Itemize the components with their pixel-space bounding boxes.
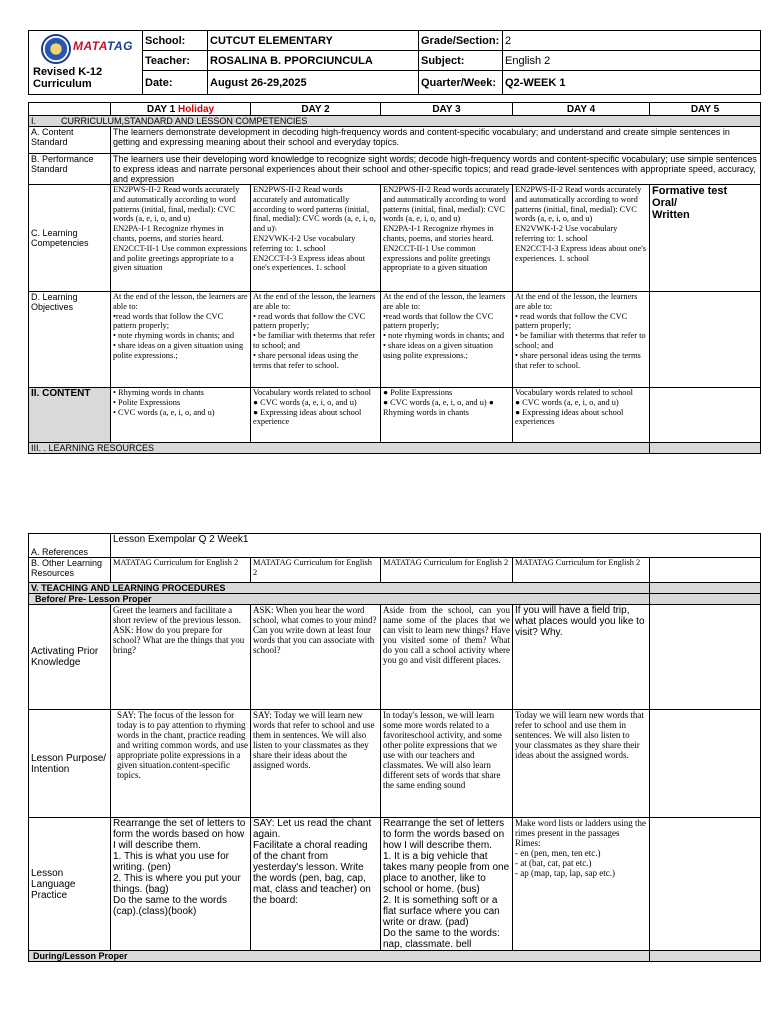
competencies-day4: EN2PWS-II-2 Read words accurately and automatically according to word patterns (initial, final, medial): CVC words (a, e, i, o, and u) EN2VWK-I-2 Use vocabulary referring to: 1. school EN2CCT-I-3 Express ideas about one's experiences. 1. school bbox=[513, 185, 650, 292]
during-lesson-label: During/Lesson Proper bbox=[29, 951, 650, 962]
before-lesson-label: Before/ Pre- Lesson Proper bbox=[29, 594, 650, 605]
performance-standard-label: B. Performance Standard bbox=[29, 154, 111, 185]
grade-value: 2 bbox=[503, 31, 761, 51]
language-practice-day1: Rearrange the set of letters to form the words based on how I will describe them. 1. This is what you use for writing. (pen) 2. This is where you put your things. (bag) Do the same to the words (cap).(class)(book) bbox=[111, 818, 251, 951]
quarter-value: Q2-WEEK 1 bbox=[503, 71, 761, 95]
prior-knowledge-day2: ASK: When you hear the word school, what comes to your mind? Can you write down at least four words that you can associate with school? bbox=[251, 605, 381, 710]
other-resources-day4: MATATAG Curriculum for English 2 bbox=[513, 558, 650, 583]
objectives-day4: At the end of the lesson, the learners are able to: • read words that follow the CVC pattern properly; • be familiar with theterms that refer to school; and • share personal ideas using the terms that refer to school. bbox=[513, 292, 650, 388]
other-resources-day5 bbox=[650, 558, 761, 583]
day5-header: DAY 5 bbox=[650, 103, 761, 116]
content-standard-text: The learners demonstrate development in decoding high-frequency words and content-specific vocabulary; and understand and create simple sentences in getting and expressing meaning about their school and everyday topics. bbox=[111, 127, 761, 154]
other-resources-day2: MATATAG Curriculum for English 2 bbox=[251, 558, 381, 583]
lesson-purpose-day2: SAY: Today we will learn new words that refer to school and use them in sentences. We will also listen to your classmates as they share their ideas about the assigned words. bbox=[251, 710, 381, 818]
subject-value: English 2 bbox=[503, 51, 761, 71]
procedures-table bbox=[28, 533, 761, 962]
school-value: CUTCUT ELEMENTARY bbox=[208, 31, 419, 51]
before-lesson-empty bbox=[650, 594, 761, 605]
header-table bbox=[28, 30, 761, 95]
logo-cell bbox=[29, 31, 143, 95]
prior-knowledge-day1: Greet the learners and facilitate a short review of the previous lesson. ASK: How do you prepare for school? What are the things that you bring? bbox=[111, 605, 251, 710]
teacher-label: Teacher: bbox=[143, 51, 208, 71]
content-day3: ● Polite Expressions ● CVC words (a, e, i, o, and u) ● Rhyming words in chants bbox=[381, 388, 513, 443]
competencies-day3: EN2PWS-II-2 Read words accurately and automatically according to word patterns (initial, final, medial): CVC words (a, e, i, o, and u) EN2PA-I-1 Recognize rhymes in chants, poems, and stories heard. EN2CCT-II-1 Use common expressions and polite greetings appropriate to a given situation bbox=[381, 185, 513, 292]
learning-resources-label: III. . LEARNING RESOURCES bbox=[29, 443, 650, 454]
corner-cell bbox=[29, 103, 111, 116]
day2-header: DAY 2 bbox=[251, 103, 381, 116]
date-label: Date: bbox=[143, 71, 208, 95]
competencies-day2: EN2PWS-II-2 Read words accurately and automatically according to word patterns (initial, final, medial): CVC words (a, e, i, o, and u)\ EN2VWK-I-2 Use vocabulary referring to: 1. school EN2CCT-I-3 Express ideas about one's experiences. 1. school bbox=[251, 185, 381, 292]
day1-header bbox=[111, 103, 251, 116]
performance-standard-text: The learners use their developing word knowledge to recognize sight words; decode high-frequency words and content-specific vocabulary; use simple sentences to express ideas and narrate personal experiences about their school and other-specific topics; and read grade-level sentences with appropriate speed, accuracy, and expression bbox=[111, 154, 761, 185]
during-lesson-empty bbox=[650, 951, 761, 962]
content-day2: Vocabulary words related to school ● CVC words (a, e, i, o, and u) ● Expressing ideas about school experience bbox=[251, 388, 381, 443]
learning-resources-empty bbox=[650, 443, 761, 454]
prior-knowledge-day4: If you will have a field trip, what places would you like to visit? Why. bbox=[513, 605, 650, 710]
grade-label: Grade/Section: bbox=[419, 31, 503, 51]
content-day4: Vocabulary words related to school ● CVC words (a, e, i, o, and u) ● Expressing ideas about school experiences bbox=[513, 388, 650, 443]
language-practice-day4: Make word lists or ladders using the rimes present in the passages Rimes: - en (pen, men, ten etc.) - at (bat, cat, pat etc.) - ap (map, tap, lap, sap etc.) bbox=[513, 818, 650, 951]
day3-header: DAY 3 bbox=[381, 103, 513, 116]
content-day1: • Rhyming words in chants • Polite Expressions • CVC words (a, e, i, o, and u) bbox=[111, 388, 251, 443]
day1-label: DAY 1 bbox=[146, 103, 178, 115]
prior-knowledge-day5 bbox=[650, 605, 761, 710]
objectives-day5 bbox=[650, 292, 761, 388]
other-resources-day1: MATATAG Curriculum for English 2 bbox=[111, 558, 251, 583]
competencies-day5: Formative test Oral/ Written bbox=[650, 185, 761, 292]
lesson-purpose-label: Lesson Purpose/ Intention bbox=[29, 710, 111, 818]
language-practice-day2: SAY: Let us read the chant again. Facilitate a choral reading of the chant from yesterday's lesson. Write the words (pen, bag, cap, mat, class and teacher) on the board: bbox=[251, 818, 381, 951]
lesson-purpose-day1: SAY: The focus of the lesson for today is to pay attention to rhyming words in the chant, practice reading and writing common words, and use appropriate polite expressions in a given situation.content-specific topics. bbox=[111, 710, 251, 818]
references-label: A. References bbox=[29, 534, 111, 558]
section1-title: I. CURRICULUM,STANDARD AND LESSON COMPETENCIES bbox=[29, 116, 761, 127]
language-practice-day3: Rearrange the set of letters to form the words based on how I will describe them. 1. It is a big vehicle that takes many people from one place to another, like to school or home. (bus) 2. It is something soft or a flat surface where you can write or draw. (pad) Do the same to the words: nap, classmate. bell bbox=[381, 818, 513, 951]
objectives-day3: At the end of the lesson, the learners are able to: •read words that follow the CVC pattern properly; • note rhyming words in chants; and • share ideas on a given situation using polite expressions.; bbox=[381, 292, 513, 388]
procedures-empty bbox=[650, 583, 761, 594]
lesson-purpose-day5 bbox=[650, 710, 761, 818]
lesson-purpose-day3: In today's lesson, we will learn some more words related to a favoriteschool activity, and some other polite expressions that we use with our teachers and classmates. We will also learn different sets of words that share the same ending sound bbox=[381, 710, 513, 818]
lesson-purpose-day4: Today we will learn new words that refer to school and use them in sentences. We will also listen to your classmates as they share their ideas about the assigned words. bbox=[513, 710, 650, 818]
procedures-label: V. TEACHING AND LEARNING PROCEDURES bbox=[29, 583, 650, 594]
curriculum-table bbox=[28, 102, 761, 454]
content-day5 bbox=[650, 388, 761, 443]
language-practice-label: Lesson Language Practice bbox=[29, 818, 111, 951]
subject-label: Subject: bbox=[419, 51, 503, 71]
objectives-label: D. Learning Objectives bbox=[29, 292, 111, 388]
matatag-logo: MATATAG bbox=[73, 39, 133, 53]
content-standard-label: A. Content Standard bbox=[29, 127, 111, 154]
competencies-day1: EN2PWS-II-2 Read words accurately and automatically according to word patterns (initial, final, medial): CVC words (a, e, i, o, and u) EN2PA-I-1 Recognize rhymes in chants, poems, and stories heard. EN2CCT-II-1 Use common expressions and polite greetings appropriate to a given situation bbox=[111, 185, 251, 292]
references-text: Lesson Exempolar Q 2 Week1 bbox=[111, 534, 761, 558]
holiday-label: Holiday bbox=[178, 103, 215, 115]
language-practice-day5 bbox=[650, 818, 761, 951]
deped-seal-icon bbox=[41, 34, 71, 64]
content-label: II. CONTENT bbox=[29, 388, 111, 443]
quarter-label: Quarter/Week: bbox=[419, 71, 503, 95]
school-label: School: bbox=[143, 31, 208, 51]
curriculum-label: Revised K-12 Curriculum bbox=[33, 66, 103, 90]
other-resources-day3: MATATAG Curriculum for English 2 bbox=[381, 558, 513, 583]
competencies-label: C. Learning Competencies bbox=[29, 185, 111, 292]
prior-knowledge-label: Activating Prior Knowledge bbox=[29, 605, 111, 710]
date-value: August 26-29,2025 bbox=[208, 71, 419, 95]
teacher-value: ROSALINA B. PPORCIUNCULA bbox=[208, 51, 419, 71]
day4-header: DAY 4 bbox=[513, 103, 650, 116]
objectives-day1: At the end of the lesson, the learners are able to: •read words that follow the CVC pattern properly; • note rhyming words in chants; and • share ideas on a given situation using polite expressions.; bbox=[111, 292, 251, 388]
prior-knowledge-day3: Aside from the school, can you name some of the places that we can visit to learn new things? Have you visited some of them? What do you call a school activity where you go and visit different places. bbox=[381, 605, 513, 710]
objectives-day2: At the end of the lesson, the learners are able to: • read words that follow the CVC pattern properly; • be familiar with theterms that refer to school; and • share personal ideas using the terms that refer to school. bbox=[251, 292, 381, 388]
other-resources-label: B. Other Learning Resources bbox=[29, 558, 111, 583]
